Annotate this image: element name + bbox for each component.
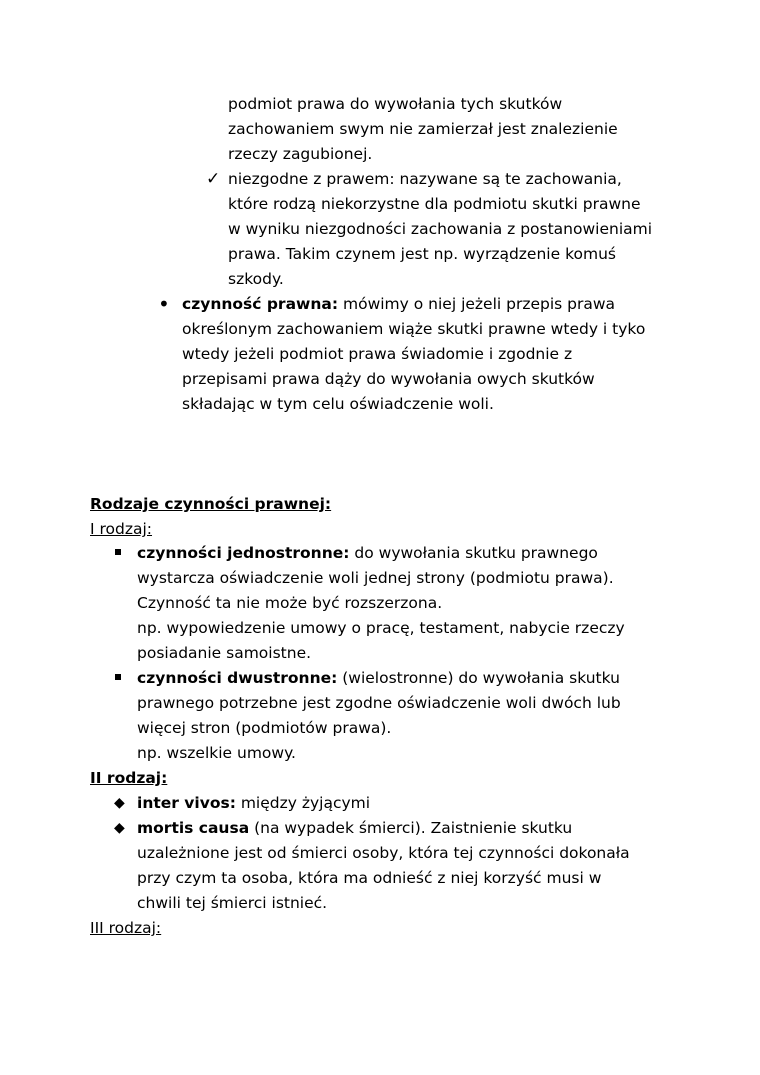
- text-line: niezgodne z prawem: nazywane są te zachowania,: [228, 170, 622, 188]
- text-line: więcej stron (podmiotów prawa).: [137, 719, 392, 737]
- text-line: składając w tym celu oświadczenie woli.: [182, 395, 494, 413]
- text-line: rzeczy zagubionej.: [228, 145, 373, 163]
- subsection-title: III rodzaj:: [90, 919, 162, 937]
- diamond-bullet-icon: ◆: [114, 795, 125, 811]
- text-line: np. wypowiedzenie umowy o pracę, testament, nabycie rzeczy: [137, 619, 625, 637]
- definition-line: [182, 292, 615, 316]
- definition-text: (wielostronne) do wywołania skutku: [337, 669, 620, 687]
- text-line: przepisami prawa dąży do wywołania owych skutków: [182, 370, 595, 388]
- subsection-title: II rodzaj:: [90, 769, 168, 787]
- text-line: wtedy jeżeli podmiot prawa świadomie i zgodnie z: [182, 345, 573, 363]
- text-line: chwili tej śmierci istnieć.: [137, 894, 328, 912]
- section-heading: Rodzaje czynności prawnej:: [90, 495, 332, 513]
- text-line: podmiot prawa do wywołania tych skutków: [228, 95, 563, 113]
- checkmark-icon: ✓: [206, 169, 221, 189]
- text-line: prawa. Takim czynem jest np. wyrządzenie komuś: [228, 245, 616, 263]
- definition-line: [137, 791, 370, 815]
- text-line: przy czym ta osoba, która ma odnieść z niej korzyść musi w: [137, 869, 602, 887]
- subsection-title: I rodzaj:: [90, 520, 153, 538]
- definition-text: mówimy o niej jeżeli przepis prawa: [338, 295, 616, 313]
- term: inter vivos:: [137, 794, 236, 812]
- square-bullet-icon: [115, 549, 121, 555]
- text-line: w wyniku niezgodności zachowania z postanowieniami: [228, 220, 653, 238]
- text-line: np. wszelkie umowy.: [137, 744, 296, 762]
- text-line: szkody.: [228, 270, 284, 288]
- text-line: które rodzą niekorzystne dla podmiotu skutki prawne: [228, 195, 641, 213]
- bullet-icon: •: [158, 292, 170, 316]
- definition-text: do wywołania skutku prawnego: [349, 544, 598, 562]
- definition-line: [137, 541, 598, 565]
- square-bullet-icon: [115, 674, 121, 680]
- diamond-bullet-icon: ◆: [114, 820, 125, 836]
- definition-line: [137, 666, 620, 690]
- text-line: określonym zachowaniem wiąże skutki prawne wtedy i tyko: [182, 320, 646, 338]
- text-line: posiadanie samoistne.: [137, 644, 312, 662]
- term: czynność prawna:: [182, 295, 339, 313]
- text-line: zachowaniem swym nie zamierzał jest znalezienie: [228, 120, 618, 138]
- term: czynności jednostronne:: [137, 544, 350, 562]
- term: mortis causa: [137, 819, 250, 837]
- term: czynności dwustronne:: [137, 669, 338, 687]
- text-line: wystarcza oświadczenie woli jednej strony (podmiotu prawa).: [137, 569, 614, 587]
- definition-line: [137, 816, 572, 840]
- text-line: uzależnione jest od śmierci osoby, która tej czynności dokonała: [137, 844, 630, 862]
- text-line: prawnego potrzebne jest zgodne oświadczenie woli dwóch lub: [137, 694, 621, 712]
- definition-text: (na wypadek śmierci). Zaistnienie skutku: [249, 819, 573, 837]
- definition-text: między żyjącymi: [235, 794, 371, 812]
- text-line: Czynność ta nie może być rozszerzona.: [137, 594, 443, 612]
